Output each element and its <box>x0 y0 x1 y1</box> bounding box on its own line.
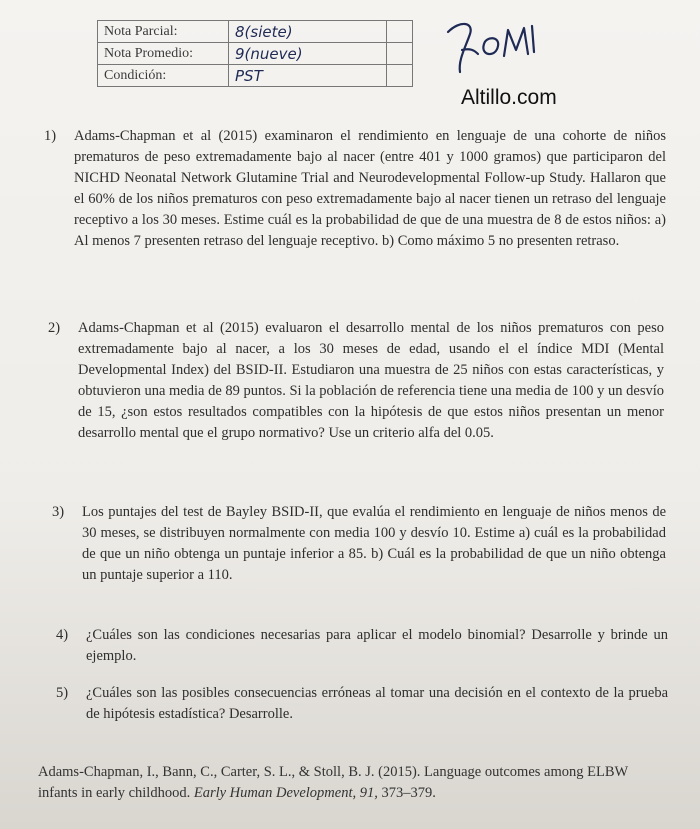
handwritten-grade-value: PST <box>229 65 387 87</box>
question-text: Adams-Chapman et al (2015) examinaron el rendimiento en lenguaje de una cohorte de niños prematuros de peso extremadamente bajo al nacer (entre 401 y 1000 gramos) que participaron del NICHD Neonatal Network Glutamine Trial and Neurodevelopmental Follow-up Study. Hallaron que el 60% de los niños prematuros con peso extremadamente bajo al nacer tienen un retraso del lenguaje receptivo a los 30 meses. Estime cuál es la probabilidad de que de una muestra de 8 de estos niños: a) Al menos 7 presenten retraso del lenguaje receptivo. b) Como máximo 5 no presenten retraso. <box>74 128 666 249</box>
grade-row-parcial <box>98 21 413 43</box>
question-text: ¿Cuáles son las posibles consecuencias erróneas al tomar una decisión en el contexto de la prueba de hipótesis estadística? Desarrolle. <box>86 685 668 722</box>
question-number: 2) <box>48 320 61 336</box>
grade-label: Nota Promedio: <box>98 43 229 65</box>
grade-cell-empty <box>387 65 413 87</box>
grade-table <box>97 20 413 87</box>
grade-label: Nota Parcial: <box>98 21 229 43</box>
reference-journal: Early Human Development, 91, <box>193 785 378 801</box>
grade-label: Condición: <box>98 65 229 87</box>
question-2 <box>48 318 664 444</box>
handwritten-grade-value: 8(siete) <box>229 21 387 43</box>
question-5 <box>56 683 668 725</box>
handwritten-signature <box>440 10 560 80</box>
question-text: Adams-Chapman et al (2015) evaluaron el desarrollo mental de los niños prematuros con peso extremadamente bajo al nacer, a los 30 meses de edad, usando el el índice MDI (Mental Developmental Index) del BSID-II. Estudiaron una muestra de 25 niños con estas características, y obtuvieron una media de 89 puntos. Si la población de referencia tiene una media de 100 y un desvío de 15, ¿son estos resultados compatibles con la hipótesis de que estos niños presentan un menor desarrollo mental que el grupo normativo? Use un criterio alfa del 0.05. <box>78 320 664 441</box>
question-text: ¿Cuáles son las condiciones necesarias para aplicar el modelo binomial? Desarrolle y brinde un ejemplo. <box>86 627 668 664</box>
grade-row-condicion <box>98 65 413 87</box>
watermark-label: Altillo.com <box>461 86 557 109</box>
question-number: 5) <box>56 685 69 701</box>
reference-pages: 373–379. <box>381 785 436 801</box>
question-number: 3) <box>52 504 65 520</box>
question-number: 4) <box>56 627 69 643</box>
bibliographic-reference <box>38 762 670 804</box>
handwritten-grade-value: 9(nueve) <box>229 43 387 65</box>
grade-row-promedio <box>98 43 413 65</box>
grade-cell-empty <box>387 21 413 43</box>
question-4 <box>56 625 668 667</box>
question-text: Los puntajes del test de Bayley BSID-II, que evalúa el rendimiento en lenguaje de niños menos de 30 meses, se distribuyen normalmente con media 100 y desvío 10. Estime a) cuál es la probabilidad de que un niño obtenga un puntaje inferior a 85. b) Cuál es la probabilidad de que un niño obtenga un puntaje superior a 110. <box>82 504 666 583</box>
grade-cell-empty <box>387 43 413 65</box>
question-1 <box>44 126 666 252</box>
reference-authors: Adams-Chapman, I., Bann, C., Carter, S. L., & Stoll, B. J. (2015). Language outcomes among ELBW infants in early childhood. <box>38 764 628 801</box>
question-number: 1) <box>44 128 57 144</box>
question-3 <box>52 502 666 586</box>
